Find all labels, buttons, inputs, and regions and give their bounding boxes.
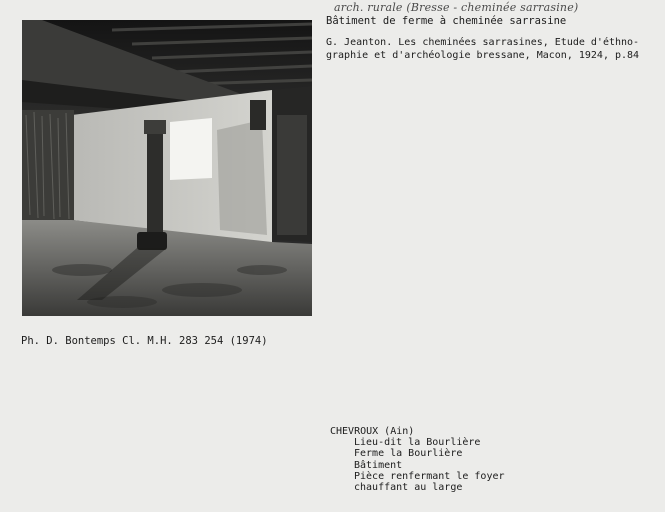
location-line: Bâtiment	[354, 459, 403, 471]
location-block	[330, 426, 505, 493]
handwritten-note: arch. rurale (Bresse - cheminée sarrasine)	[334, 1, 579, 14]
location-line: chauffant au large	[354, 482, 463, 494]
commune-name: CHEVROUX (Ain)	[330, 426, 415, 437]
photo-illustration	[22, 20, 312, 316]
location-line: Lieu-dit la Bourlière	[354, 437, 481, 449]
location-line: Ferme la Bourlière	[354, 448, 463, 460]
photo-credit: Ph. D. Bontemps Cl. M.H. 283 254 (1974)	[21, 335, 268, 347]
card-title: Bâtiment de ferme à cheminée sarrasine	[326, 15, 567, 27]
location-line: Pièce renfermant le foyer	[354, 470, 505, 482]
bibliography-reference: G. Jeanton. Les cheminées sarrasines, Etude d'éthno- graphie et d'archéologie bressane, Macon, 1924, p.84	[326, 37, 640, 61]
interior-photograph	[22, 20, 312, 316]
